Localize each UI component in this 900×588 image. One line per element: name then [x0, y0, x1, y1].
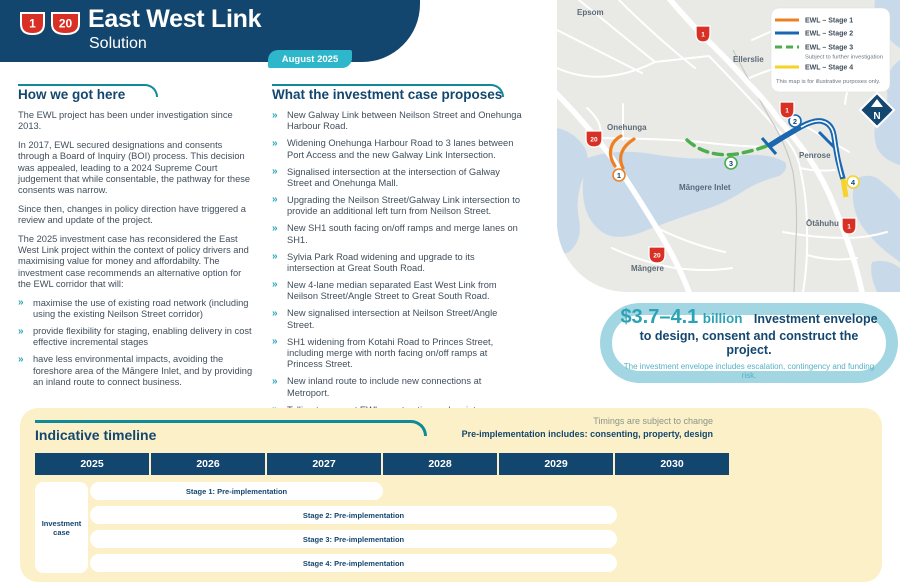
map-stage4-line — [843, 179, 846, 197]
section-investment-case-proposes — [272, 84, 522, 450]
timeline-year-header — [35, 453, 729, 475]
list-item: » Upgrading the Neilson Street/Galway Link intersection to provide an additional left turn from Neilson Street. — [272, 195, 522, 218]
svg-text:20: 20 — [653, 252, 661, 260]
list-item: » Sylvia Park Road widening and upgrade to its intersection at Great South Road. — [272, 252, 522, 275]
project-map — [557, 0, 900, 292]
timeline-bar-stage3: Stage 3: Pre-implementation — [90, 530, 617, 548]
list-item: » New 4-lane median separated East West Link from Neilson Street/Angle Street to Great South Road. — [272, 280, 522, 303]
label-otahuhu: Ōtāhuhu — [806, 219, 839, 228]
timeline-note: Timings are subject to change — [593, 416, 713, 426]
label-ellerslie: Ellerslie — [733, 55, 764, 64]
section-heading: How we got here — [18, 87, 126, 102]
year-cell: 2026 — [151, 453, 265, 475]
paragraph: In 2017, EWL secured designations and consents through a Board of Inquiry (BOI) process. This decision was appealed, leading to a 2024 Supreme Court judgement that while consentable, the pathway for these consents was narrow. — [18, 139, 251, 196]
timeline-note-bold: Pre-implementation includes: consenting, property, design — [461, 429, 713, 439]
stage3-marker — [725, 157, 737, 169]
highway-shields — [19, 11, 81, 36]
year-cell: 2029 — [499, 453, 613, 475]
svg-text:1: 1 — [785, 107, 789, 115]
list-item: » New signalised intersection at Neilson Street/Angle Street. — [272, 308, 522, 331]
list-item: » New SH1 south facing on/off ramps and merge lanes on SH1. — [272, 223, 522, 246]
svg-text:2: 2 — [792, 116, 798, 126]
label-mangere-inlet: Māngere Inlet — [679, 183, 731, 192]
sh20-shield-icon — [586, 131, 602, 147]
sh20-shield-icon — [50, 11, 81, 36]
paragraph: The EWL project has been under investigation since 2013. — [18, 110, 233, 132]
list-item: » Signalised intersection at the intersection of Galway Street and Onehunga Mall. — [272, 167, 522, 190]
sh1-shield-icon — [842, 218, 856, 234]
label-penrose: Penrose — [799, 151, 831, 160]
year-cell: 2030 — [615, 453, 729, 475]
svg-text:3: 3 — [728, 158, 734, 168]
map-canvas — [557, 0, 900, 292]
timeline-bar-stage4: Stage 4: Pre-implementation — [90, 554, 617, 572]
timeline-row-label: Investment case — [35, 482, 88, 573]
year-cell: 2028 — [383, 453, 497, 475]
sh20-shield-number: 20 — [58, 16, 73, 31]
bullet-list — [18, 298, 256, 389]
stage1-marker — [613, 169, 625, 181]
legend-label-stage3: EWL – Stage 3 — [805, 44, 854, 52]
map-legend — [771, 8, 890, 92]
year-cell: 2025 — [35, 453, 149, 475]
date-badge: August 2025 — [268, 50, 352, 68]
svg-text:1: 1 — [847, 223, 851, 231]
compass-letter: N — [873, 111, 881, 122]
timeline-heading: Indicative timeline — [35, 427, 157, 443]
list-item: » Widening Onehunga Harbour Road to 3 lanes between Port Access and the new Galway Link Intersection. — [272, 138, 522, 161]
indicative-timeline-panel — [20, 408, 882, 582]
investment-amount: $3.7–4.1 — [620, 306, 699, 328]
callout-lead: Investment envelope — [753, 312, 878, 326]
paragraph: Since then, changes in policy direction have triggered a review and update of the project. — [18, 203, 246, 226]
callout-footnote: The investment envelope includes escalation, contingency and funding risk. — [623, 362, 875, 380]
bullet-list — [272, 110, 522, 444]
section-how-we-got-here — [18, 84, 256, 394]
legend-label-stage1: EWL – Stage 1 — [805, 17, 854, 25]
legend-disclaimer: This map is for illustrative purposes only. — [776, 79, 881, 85]
sh1-shield-icon — [19, 11, 46, 36]
list-item: » maximise the use of existing road network (including using the existing Neilson Street corridor) — [18, 298, 256, 321]
page-subtitle: Solution — [89, 35, 147, 52]
legend-stage3-note: Subject to further investigation — [805, 54, 883, 61]
investment-unit: billion — [702, 311, 743, 326]
investment-envelope-callout — [600, 303, 898, 383]
timeline-rows — [35, 481, 867, 576]
svg-text:1: 1 — [616, 170, 622, 180]
section-heading: What the investment case proposes — [272, 87, 503, 102]
sh1-shield-icon — [780, 102, 794, 118]
list-item: » have less environmental impacts, avoiding the foreshore area of the Māngere Inlet, and by providing an inland route to connect business. — [18, 354, 256, 388]
timeline-bar-stage1: Stage 1: Pre-implementation — [90, 482, 383, 500]
stage4-marker — [847, 176, 859, 188]
legend-label-stage2: EWL – Stage 2 — [805, 30, 854, 38]
label-epsom: Epsom — [577, 8, 604, 17]
sh20-shield-icon — [649, 247, 665, 263]
svg-text:4: 4 — [850, 177, 856, 187]
legend-label-stage4: EWL – Stage 4 — [805, 64, 854, 72]
paragraph: The 2025 investment case has reconsidered the East West Link project within the context of policy drivers and maximising value for money and affordabilty. The investment case recommends an alternative option for the EWL corridor that will: — [18, 233, 249, 290]
svg-text:1: 1 — [701, 31, 705, 39]
callout-line2: to design, consent and construct the project. — [639, 329, 859, 357]
sh1-shield-number: 1 — [29, 16, 36, 31]
callout-line1 — [620, 306, 877, 329]
svg-text:20: 20 — [590, 136, 598, 144]
label-onehunga: Onehunga — [607, 123, 647, 132]
label-mangere: Māngere — [631, 264, 664, 273]
year-cell: 2027 — [267, 453, 381, 475]
list-item: » New inland route to include new connections at Metroport. — [272, 376, 522, 399]
sh1-shield-icon — [696, 26, 710, 42]
timeline-bar-stage2: Stage 2: Pre-implementation — [90, 506, 617, 524]
list-item: » provide flexibility for staging, enabling delivery in cost effective incremental stages — [18, 326, 256, 349]
header-banner — [0, 0, 420, 65]
list-item: » New Galway Link between Neilson Street and Onehunga Harbour Road. — [272, 110, 522, 133]
page-title: East West Link — [88, 5, 262, 33]
list-item: » SH1 widening from Kotahi Road to Princes Street, including merge with north facing on/off ramps at Princess Street. — [272, 337, 522, 371]
